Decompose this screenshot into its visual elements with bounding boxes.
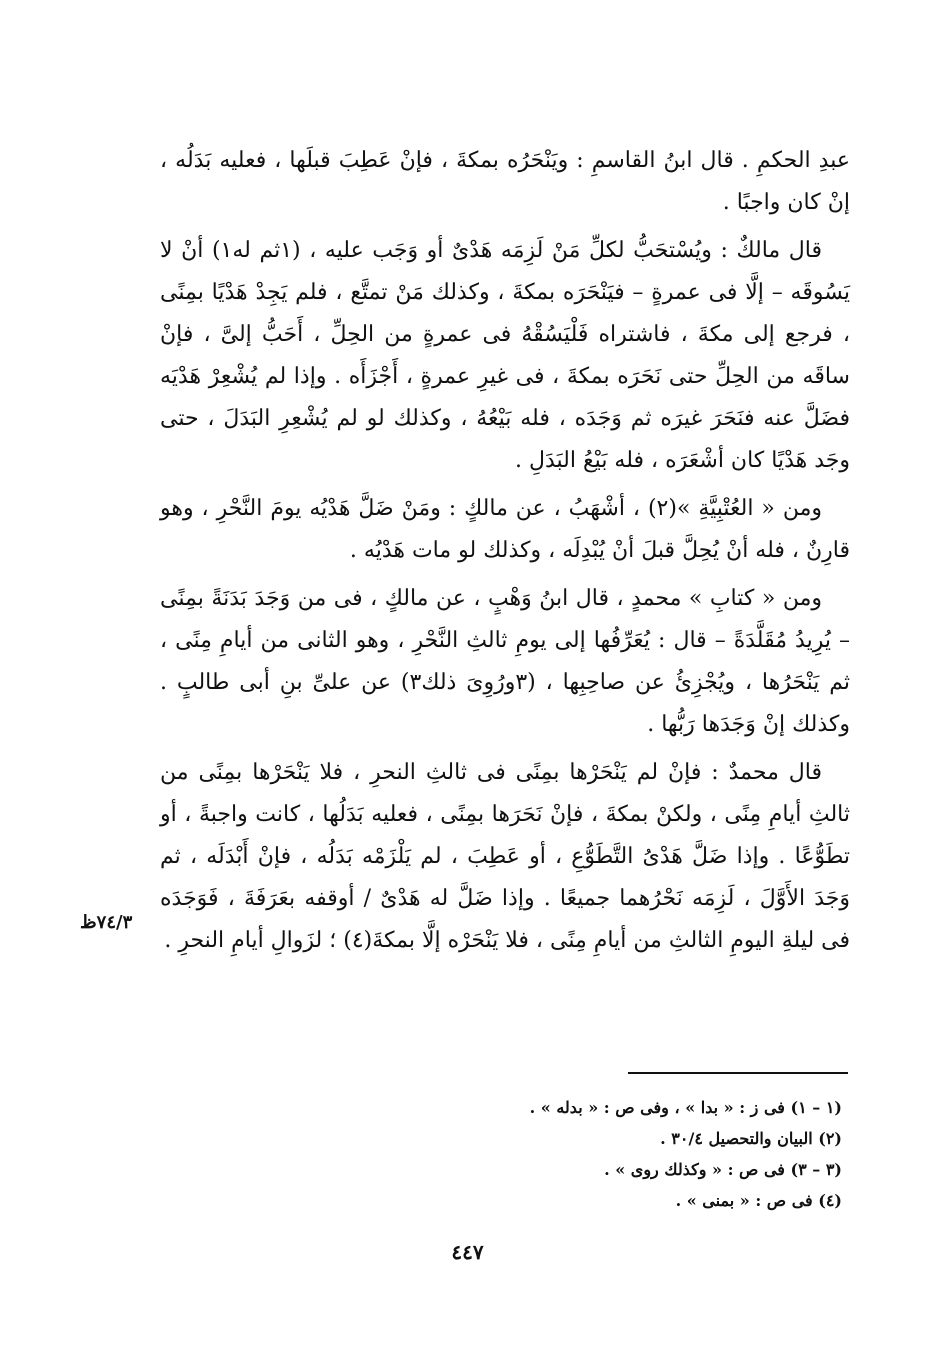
footnote-1: (١ – ١) فى ز : « بدا » ، وفى ص : « بدله » .: [529, 1098, 842, 1117]
footnote-2: (٢) البيان والتحصيل ٣٠/٤ .: [660, 1129, 842, 1148]
footnote-divider: [628, 1072, 848, 1074]
manuscript-folio-note: ٧٤/٣ظ: [80, 912, 133, 933]
paragraph-1: عبدِ الحكمِ . قال ابنُ القاسمِ : ويَنْحَرُه بمكةَ ، فإنْ عَطِبَ قبلَها ، فعليه بَدَلُه ، إنْ كان واجبًا .: [160, 148, 850, 215]
footnote-3: (٣ – ٣) فى ص : « وكذلك روى » .: [604, 1160, 842, 1179]
paragraph-5: قال محمدٌ : فإنْ لم يَنْحَرْها بمِنًى فى ثالثِ النحرِ ، فلا يَنْحَرْها بمِنًى من ثالثِ أيامِ مِنًى ، ولكنْ بمكةَ ، فإنْ نَحَرَها بمِنًى ، فعليه بَدَلُها ، كانت واجبةً ، أو تطَوُّعًا . وإذا ضَلَّ هَدْىُ التَّطَوُّعِ ، أو عَطِبَ ، لم يَلْزَمْه بَدَلُه ، فإنْ أَبْدَلَه ، ثم وَجَدَ الأَوَّلَ ، لَزِمَه نَحْرُهما جميعًا . وإذا ضَلَّ له هَدْىٌ / أوقفه بعَرَفَةَ ، فَوَجَدَه فى ليلةِ اليومِ الثالثِ من أيامِ مِنًى ، فلا يَنْحَرْه إلَّا بمكةَ(٤) ؛ لزَوالِ أيامِ النحرِ .: [160, 760, 850, 953]
main-text: [160, 140, 850, 968]
paragraph-3: ومن « العُتْبِيَّةِ »(٢) ، أشْهَبُ ، عن مالكٍ : ومَنْ ضَلَّ هَدْيُه يومَ النَّحْرِ ، وهو قارِنٌ ، فله أنْ يُحِلَّ قبلَ أنْ يُبْدِلَه ، وكذلك لو مات هَدْيُه .: [160, 496, 850, 563]
footnote-4: (٤) فى ص : « بمنى » .: [675, 1191, 842, 1210]
paragraph-4: ومن « كتابِ » محمدٍ ، قال ابنُ وَهْبٍ ، عن مالكٍ ، فى من وَجَدَ بَدَنَةً بمِنًى – يُرِيدُ مُقَلَّدَةً – قال : يُعَرِّفُها إلى يومِ ثالثِ النَّحْرِ ، وهو الثانى من أيامِ مِنًى ، ثم يَنْحَرُها ، ويُجْزِئُ عن صاحِبِها ، (٣ورُوِىَ ذلك٣) عن علىِّ بنِ أبى طالبٍ . وكذلك إنْ وَجَدَها رَبُّها .: [160, 586, 850, 737]
page-number: ٤٤٧: [451, 1240, 484, 1264]
footnotes: [430, 1092, 842, 1216]
paragraph-2: قال مالكٌ : ويُسْتحَبُّ لكلِّ مَنْ لَزِمَه هَدْىٌ أو وَجَب عليه ، (١ثم له١) أنْ لا يَسُوقَه – إلَّا فى عمرةٍ – فيَنْحَرَه بمكةَ ، وكذلك مَنْ تمتَّع ، فلم يَجِدْ هَدْيًا بمِنًى ، فرجع إلى مكةَ ، فاشتراه فَلْيَسُقْهُ فى عمرةٍ من الحِلِّ ، أَحَبُّ إلىَّ ، فإنْ ساقَه من الحِلِّ حتى نَحَرَه بمكةَ ، فى غيرِ عمرةٍ ، أَجْزَأَه . وإذا لم يُشْعِرْ هَدْيَه فضَلَّ عنه فنَحَرَ غيرَه ثم وَجَدَه ، فله بَيْعُهُ ، وكذلك لو لم يُشْعِرِ البَدَلَ ، حتى وجَد هَدْيًا كان أشْعَرَه ، فله بَيْعُ البَدَلِ .: [160, 238, 850, 473]
